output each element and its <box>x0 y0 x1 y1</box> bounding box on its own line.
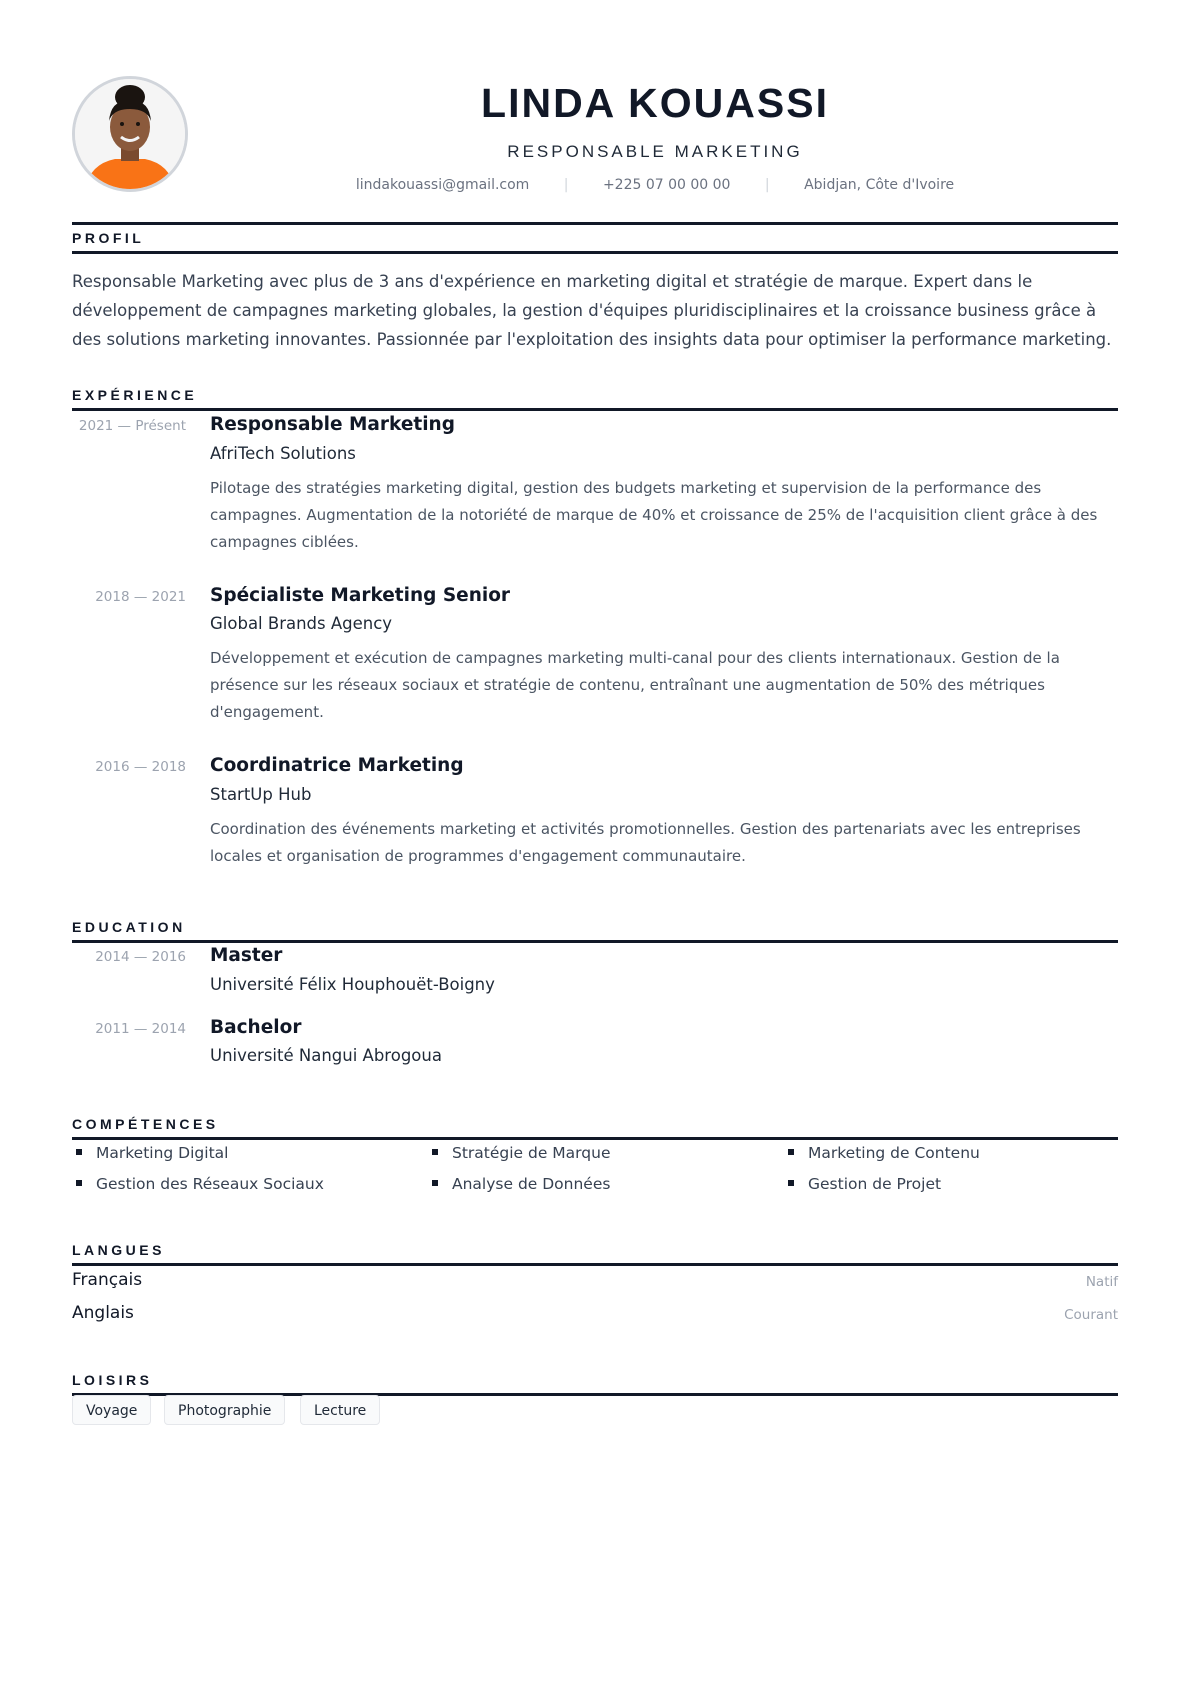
education-dates: 2014 — 2016 <box>95 949 186 965</box>
language-level: Natif <box>1085 1274 1118 1290</box>
experience-title: Responsable Marketing <box>210 414 455 435</box>
section-title-profil: PROFIL <box>72 230 145 246</box>
phone-text[interactable]: +225 07 00 00 00 <box>602 177 731 193</box>
education-degree: Bachelor <box>210 1017 302 1038</box>
resume-page <box>72 0 1118 1683</box>
bullet-icon <box>788 1149 794 1155</box>
experience-title: Spécialiste Marketing Senior <box>210 585 511 606</box>
section-title-loisirs: LOISIRS <box>72 1372 153 1388</box>
section-divider <box>72 251 1118 254</box>
section-divider <box>72 222 1118 225</box>
language-level: Courant <box>1064 1307 1118 1323</box>
section-divider <box>72 1137 1118 1140</box>
experience-company: StartUp Hub <box>210 785 312 804</box>
location-text: Abidjan, Côte d'Ivoire <box>804 177 955 193</box>
experience-dates: 2021 — Présent <box>78 418 186 434</box>
section-divider <box>72 408 1118 411</box>
email-text[interactable]: lindakouassi@gmail.com <box>355 177 530 193</box>
skill-item: Gestion de Projet <box>788 1175 941 1193</box>
experience-dates: 2016 — 2018 <box>95 759 186 775</box>
separator: | <box>563 177 569 193</box>
bullet-icon <box>432 1180 438 1186</box>
hobby-tag: Voyage <box>72 1395 151 1425</box>
bullet-icon <box>432 1149 438 1155</box>
experience-dates: 2018 — 2021 <box>95 589 186 605</box>
experience-title: Coordinatrice Marketing <box>210 755 464 776</box>
candidate-role: RESPONSABLE MARKETING <box>507 142 803 161</box>
bullet-icon <box>76 1180 82 1186</box>
skill-item: Stratégie de Marque <box>432 1144 610 1162</box>
separator: | <box>764 177 770 193</box>
skill-item: Marketing Digital <box>76 1144 228 1162</box>
candidate-name: LINDA KOUASSI <box>481 80 829 126</box>
experience-company: AfriTech Solutions <box>210 444 356 463</box>
bullet-icon <box>76 1149 82 1155</box>
experience-description: Développement et exécution de campagnes marketing multi-canal pour des clients internationaux. Gestion de la présence sur les réseaux sociaux et stratégie de contenu, entraînant une augmentation de 50% des métriques d'engagement. <box>210 649 1060 721</box>
section-title-experience: EXPÉRIENCE <box>72 387 198 403</box>
bullet-icon <box>788 1180 794 1186</box>
experience-company: Global Brands Agency <box>210 614 393 633</box>
experience-description: Pilotage des stratégies marketing digital, gestion des budgets marketing et supervision de la performance des campagnes. Augmentation de la notoriété de marque de 40% et croissance de 25% de l'acquisition client grâce à des campagnes ciblées. <box>210 479 1098 551</box>
skill-item: Marketing de Contenu <box>788 1144 980 1162</box>
section-divider <box>72 940 1118 943</box>
education-degree: Master <box>210 945 283 966</box>
education-dates: 2011 — 2014 <box>95 1021 186 1037</box>
hobby-tag: Lecture <box>300 1395 380 1425</box>
profile-text: Responsable Marketing avec plus de 3 ans d'expérience en marketing digital et stratégie de marque. Expert dans le développement de campagnes marketing globales, la gestion d'équipes pluridisciplinaires et la croissance business grâce à des solutions marketing innovantes. Passionnée par l'exploitation des insights data pour optimiser la performance marketing. <box>72 272 1112 349</box>
skill-item: Analyse de Données <box>432 1175 610 1193</box>
language-name: Anglais <box>72 1303 134 1323</box>
contact-line <box>72 177 1118 193</box>
section-divider <box>72 1263 1118 1266</box>
section-title-competences: COMPÉTENCES <box>72 1116 219 1132</box>
section-title-education: EDUCATION <box>72 919 186 935</box>
skill-item: Gestion des Réseaux Sociaux <box>76 1175 324 1193</box>
section-title-langues: LANGUES <box>72 1242 165 1258</box>
education-school: Université Nangui Abrogoua <box>210 1046 442 1065</box>
experience-description: Coordination des événements marketing et activités promotionnelles. Gestion des partenariats avec les entreprises locales et organisation de programmes d'engagement communautaire. <box>210 820 1081 865</box>
education-school: Université Félix Houphouët-Boigny <box>210 975 495 994</box>
language-name: Français <box>72 1270 143 1290</box>
hobby-tag: Photographie <box>164 1395 285 1425</box>
